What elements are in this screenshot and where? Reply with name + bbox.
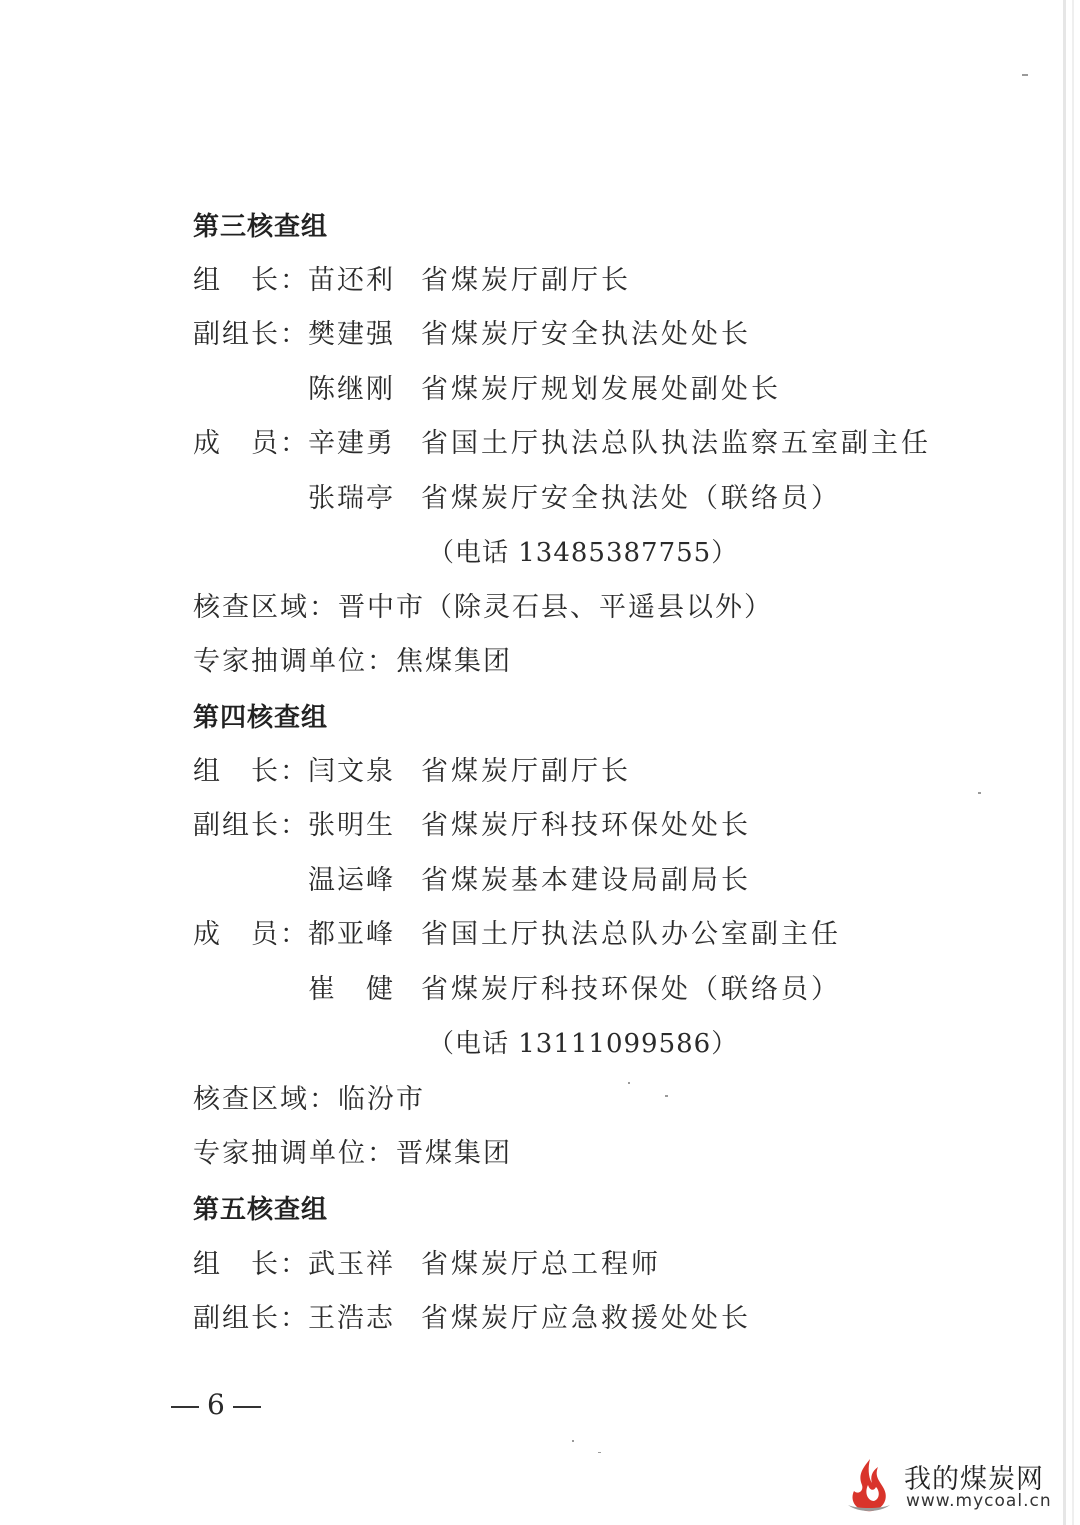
group3-expert-unit: 专家抽调单位：焦煤集团	[193, 646, 512, 677]
person-name: 张瑞亭	[308, 483, 395, 514]
group5-heading: 第五核查组	[193, 1195, 329, 1225]
scan-speck	[598, 1452, 601, 1453]
scan-speck	[665, 1095, 668, 1097]
group4-member-row	[193, 915, 841, 955]
flame-logo-icon	[840, 1455, 896, 1513]
person-name: 闫文泉	[308, 756, 395, 787]
group3-member2-row	[193, 479, 841, 519]
group4-heading: 第四核查组	[193, 703, 329, 733]
group4-leader-row	[193, 752, 631, 792]
group4-deputy-row	[193, 806, 751, 846]
page-number-dash	[171, 1406, 199, 1408]
group3-phone: （电话 13485387755）	[428, 538, 739, 568]
person-name: 都亚峰	[308, 919, 395, 950]
watermark-site-name: 我的煤炭网	[904, 1464, 1044, 1495]
group3-member-row	[193, 424, 931, 464]
person-title: 省煤炭厅安全执法处处长	[421, 319, 751, 350]
person-title: 省国土厅执法总队办公室副主任	[421, 919, 841, 950]
person-title: 省煤炭基本建设局副局长	[421, 865, 751, 896]
page-number	[163, 1383, 269, 1427]
group4-phone: （电话 13111099586）	[428, 1029, 739, 1059]
scan-speck	[628, 1082, 630, 1084]
page-number-value: 6	[207, 1388, 225, 1421]
role-label: 成 员：	[193, 919, 309, 950]
group3-heading: 第三核查组	[193, 212, 329, 242]
person-title: 省煤炭厅总工程师	[421, 1249, 661, 1280]
role-label: 组 长：	[193, 1249, 309, 1280]
scan-speck	[978, 792, 981, 794]
person-title: 省煤炭厅科技环保处处长	[421, 810, 751, 841]
group5-deputy-row	[193, 1299, 751, 1339]
scan-edge-shadow-outer	[1072, 0, 1074, 1525]
person-title: 省煤炭厅科技环保处（联络员）	[421, 974, 841, 1005]
group3-deputy2-row	[193, 370, 781, 410]
person-title: 省煤炭厅安全执法处（联络员）	[421, 483, 841, 514]
person-title: 省煤炭厅应急救援处处长	[421, 1303, 751, 1334]
person-name: 陈继刚	[308, 374, 395, 405]
group4-member2-row	[193, 970, 841, 1010]
role-label: 副组长：	[193, 319, 309, 350]
group3-deputy-row	[193, 315, 751, 355]
person-title: 省煤炭厅副厅长	[421, 756, 631, 787]
scan-speck	[572, 1440, 574, 1442]
site-watermark	[840, 1455, 1070, 1515]
scan-edge-shadow	[1063, 0, 1066, 1525]
person-title: 省煤炭厅规划发展处副处长	[421, 374, 781, 405]
person-name: 崔 健	[308, 974, 395, 1005]
person-title: 省国土厅执法总队执法监察五室副主任	[421, 428, 931, 459]
group3-leader-row	[193, 261, 631, 301]
person-title: 省煤炭厅副厅长	[421, 265, 631, 296]
group4-deputy2-row	[193, 861, 751, 901]
role-label: 组 长：	[193, 756, 309, 787]
person-name: 张明生	[308, 810, 395, 841]
role-label: 副组长：	[193, 810, 309, 841]
person-name: 温运峰	[308, 865, 395, 896]
person-name: 辛建勇	[308, 428, 395, 459]
person-name: 苗还利	[308, 265, 395, 296]
person-name: 武玉祥	[308, 1249, 395, 1280]
group4-area: 核查区域：临汾市	[193, 1084, 425, 1115]
role-label: 组 长：	[193, 265, 309, 296]
group3-area: 核查区域：晋中市（除灵石县、平遥县以外）	[193, 592, 773, 623]
role-label: 成 员：	[193, 428, 309, 459]
watermark-url: www.mycoal.cn	[906, 1491, 1052, 1511]
group5-leader-row	[193, 1245, 661, 1285]
group4-expert-unit: 专家抽调单位：晋煤集团	[193, 1138, 512, 1169]
role-label: 副组长：	[193, 1303, 309, 1334]
person-name: 樊建强	[308, 319, 395, 350]
page-number-dash	[233, 1406, 261, 1408]
person-name: 王浩志	[308, 1303, 395, 1334]
scan-speck	[1022, 74, 1028, 76]
